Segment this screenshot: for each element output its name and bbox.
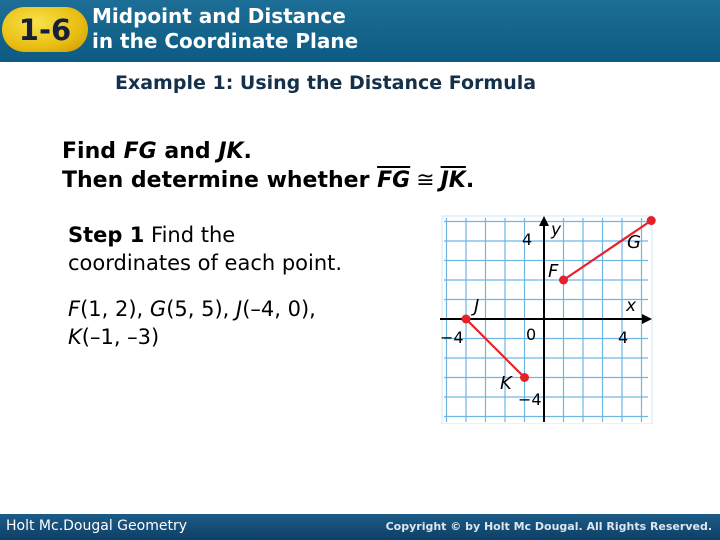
point-name-k: K <box>68 325 82 349</box>
point-name-g: G <box>149 297 167 321</box>
footer-publisher: Holt Mc.Dougal Geometry <box>6 518 187 534</box>
x-tick-label-neg4: −4 <box>440 328 464 347</box>
problem-text: . <box>465 168 475 193</box>
step-1-text: coordinates of each point. <box>68 251 343 275</box>
example-title: Example 1: Using the Distance Formula <box>115 72 537 94</box>
problem-statement <box>62 137 474 195</box>
point-value-k: (–1, –3) <box>81 325 160 349</box>
coordinate-graph <box>434 208 668 424</box>
segment-fg: FG <box>123 139 157 164</box>
problem-line1 <box>62 137 474 166</box>
lesson-title-line1: Midpoint and Distance <box>92 4 346 28</box>
label-f: F <box>548 261 559 282</box>
x-axis-label: x <box>626 296 637 316</box>
coordinates-line2 <box>68 323 316 351</box>
point-name-j: J <box>236 297 243 321</box>
point-f <box>559 276 568 285</box>
point-value-g: (5, 5), <box>166 297 236 321</box>
lesson-badge: 1-6 <box>2 7 88 52</box>
segment-fg-bar: $\overline{FG}$ <box>377 168 411 193</box>
step-1-text: Find the <box>144 223 236 247</box>
point-name-f: F <box>68 297 81 321</box>
lesson-title <box>92 4 358 54</box>
step-1-line1 <box>68 221 342 249</box>
point-j <box>462 315 471 324</box>
footer-copyright: Copyright © by Holt Mc Dougal. All Rights Reserved. <box>385 520 712 533</box>
point-value-f: (1, 2), <box>80 297 150 321</box>
y-axis-label: y <box>551 220 562 240</box>
label-j: J <box>474 296 480 317</box>
congruent-symbol: ≅ <box>416 168 435 193</box>
footer-bar <box>0 514 720 540</box>
problem-text: and <box>156 139 219 164</box>
point-value-j: (–4, 0), <box>242 297 316 321</box>
label-g: G <box>627 232 641 253</box>
x-tick-label-4: 4 <box>618 328 629 347</box>
coordinates-line1 <box>68 295 316 323</box>
step-1-label: Step 1 <box>68 223 145 247</box>
y-tick-label-neg4: −4 <box>518 390 542 409</box>
point-g <box>647 216 656 225</box>
y-tick-label-4: 4 <box>522 230 533 249</box>
problem-text: Find <box>62 139 124 164</box>
step-1 <box>68 221 342 277</box>
coordinates-list <box>68 295 316 351</box>
problem-text: Then determine whether <box>62 168 378 193</box>
problem-text: . <box>243 139 252 164</box>
lesson-title-line2: in the Coordinate Plane <box>92 29 359 53</box>
problem-line2 <box>62 166 474 195</box>
origin-label: 0 <box>526 325 537 344</box>
segment-jk-bar: $\overline{JK}$ <box>440 168 466 193</box>
point-k <box>520 373 529 382</box>
title-bar <box>0 0 720 62</box>
label-k: K <box>500 373 512 394</box>
segment-jk: JK <box>218 139 244 164</box>
